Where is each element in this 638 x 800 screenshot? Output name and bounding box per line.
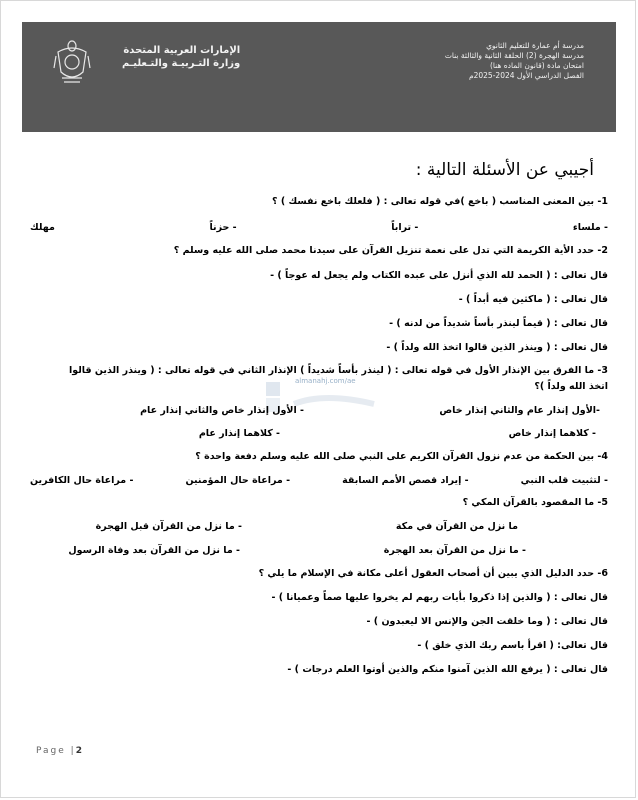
option: - كلاهما إنذار خاص bbox=[508, 428, 596, 439]
question-4: 4- بين الحكمة من عدم نزول القرآن الكريم على النبي صلى الله عليه وسلم دفعة واحدة ؟ bbox=[195, 451, 608, 462]
option: قال تعالى : ( قيماً لينذر بأساً شديداً من لدنه ) - bbox=[389, 318, 608, 329]
ministry-line-1: الإمارات العربية المتحدة bbox=[123, 45, 241, 56]
option: - مراعاة حال الكافرين bbox=[30, 475, 134, 486]
question-1-options bbox=[30, 222, 608, 233]
option: - ما نزل من القرآن قبل الهجرة bbox=[95, 521, 242, 532]
ministry-line-2: وزارة التـربيـة والتـعليـم bbox=[122, 58, 241, 69]
option: مهلك bbox=[30, 222, 55, 233]
school-line: امتحان مادة (قانون الماده هنا) bbox=[489, 61, 584, 70]
school-info bbox=[364, 41, 584, 81]
option: - الأول إنذار خاص والثاني إنذار عام bbox=[140, 405, 304, 416]
uae-emblem-icon bbox=[52, 38, 92, 88]
option: قال تعالى : ( ماكثين فيه أبداً ) - bbox=[458, 294, 608, 305]
school-line: الفصل الدراسي الأول 2024-2025م bbox=[468, 71, 584, 80]
question-3-line-1: 3- ما الفرق بين الإنذار الأول في قوله تعالى : ( لينذر بأساً شديداً ) الإنذار الثاني في قوله تعالى : ( وينذر الذين قالوا bbox=[68, 365, 608, 376]
watermark-url: almanahj.com/ae bbox=[295, 377, 356, 385]
page-footer: Page |2 bbox=[36, 746, 82, 756]
question-3-line-2: اتخذ الله ولداً )؟ bbox=[534, 381, 608, 392]
question-4-options bbox=[30, 475, 608, 486]
option: قال تعالى : ( يرفع الله الذين آمنوا منكم والذين أوتوا العلم درجات ) - bbox=[287, 664, 608, 675]
question-5: 5- ما المقصود بالقرآن المكي ؟ bbox=[462, 497, 608, 508]
option: - مراعاة حال المؤمنين bbox=[185, 475, 291, 486]
ministry-name bbox=[122, 45, 240, 69]
question-6: 6- حدد الدليل الذي يبين أن أصحاب العقول أعلى مكانة في الإسلام ما يلي ؟ bbox=[258, 568, 608, 579]
question-2: 2- حدد الأية الكريمة التي تدل على نعمة تنزيل القرآن على سيدنا محمد صلى الله عليه وسلم ؟ bbox=[173, 245, 608, 256]
option: - لتثبيت قلب النبي bbox=[520, 475, 608, 486]
page-title: أجيبي عن الأسئلة التالية : bbox=[415, 160, 594, 180]
option: قال تعالى: ( اقرأ باسم ربك الذي خلق ) - bbox=[417, 640, 608, 651]
option: - تراباً bbox=[391, 222, 419, 233]
option: - ما نزل من القرآن بعد الهجرة bbox=[383, 545, 526, 556]
option: - ملساء bbox=[572, 222, 608, 233]
option: - حزناً bbox=[209, 222, 237, 233]
question-1: 1- بين المعنى المناسب ( باخع )في قوله تعالى : ( فلعلك باخع نفسك ) ؟ bbox=[272, 196, 608, 207]
option: قال تعالى : ( الحمد لله الذي أنزل على عبده الكتاب ولم يجعل له عوجاً ) - bbox=[270, 270, 608, 281]
option: قال تعالى : ( وينذر الذين قالوا اتخذ الله ولداً ) - bbox=[386, 342, 608, 353]
option: -الأول إنذار عام والثاني إنذار خاص bbox=[439, 405, 600, 416]
page-number: 2 bbox=[75, 746, 82, 756]
option: - كلاهما إنذار عام bbox=[198, 428, 280, 439]
school-line: مدرسة الهجرة (2) الحلقة الثانية والثالثة بنات bbox=[444, 51, 584, 60]
option: - ما نزل من القرآن بعد وفاة الرسول bbox=[68, 545, 240, 556]
document-header bbox=[22, 22, 616, 132]
school-line: مدرسة أم عمارة للتعليم الثانوي bbox=[486, 41, 584, 50]
option: قال تعالى : ( وما خلقت الجن والإنس الا ليعبدون ) - bbox=[366, 616, 608, 627]
option: - إيراد قصص الأمم السابقة bbox=[342, 475, 469, 486]
option: قال تعالى : ( والذين إذا ذكروا بأيات ربهم لم يخروا عليها صماً وعميانا ) - bbox=[271, 592, 608, 603]
page-label: Page bbox=[36, 746, 66, 756]
option: ما نزل من القرآن في مكة bbox=[395, 521, 518, 532]
